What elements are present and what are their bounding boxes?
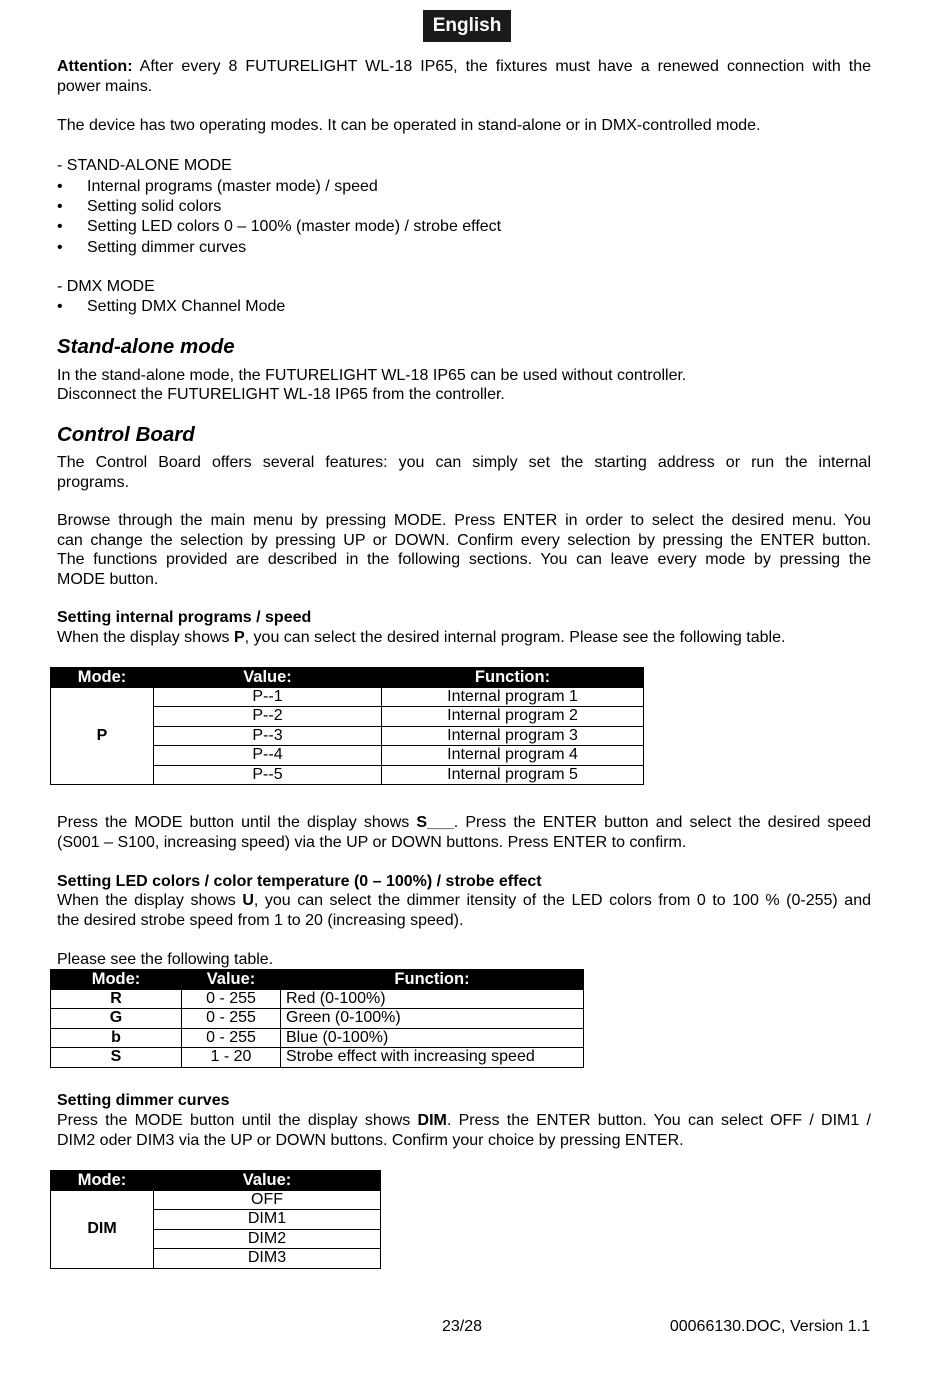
table-row: DIM1 — [51, 1210, 381, 1230]
table-header: Mode: — [51, 668, 154, 688]
dimmer-curves-table — [50, 1170, 381, 1269]
internal-programs-text: When the display shows P, you can select the desired internal program. Please see the following table. — [57, 629, 786, 646]
bullet-icon: • — [57, 218, 63, 235]
table-row: DIM OFF — [51, 1190, 381, 1210]
table-header: Value: — [154, 668, 382, 688]
table-row: P--5 Internal program 5 — [51, 765, 644, 785]
bullet-icon: • — [57, 198, 63, 215]
table-header: Mode: — [51, 1171, 154, 1191]
led-colors-paragraph: When the display shows U, you can select the dimmer itensity of the LED colors from 0 to 100 % (0-255) and the desired strobe speed from 1 to 20 (increasing speed). — [57, 892, 871, 929]
mode-cell: P — [51, 687, 154, 785]
table-row: G 0 - 255 Green (0-100%) — [51, 1009, 584, 1029]
attention-paragraph — [57, 57, 871, 96]
table-row: P--2 Internal program 2 — [51, 707, 644, 727]
table-row: DIM2 — [51, 1229, 381, 1249]
language-tab: English — [423, 10, 511, 42]
table-header: Function: — [281, 970, 584, 990]
table-header: Mode: — [51, 970, 182, 990]
attention-text-line2: power mains. — [57, 77, 153, 95]
table-header: Value: — [182, 970, 281, 990]
control-board-title: Control Board — [57, 423, 195, 446]
standalone-list-heading: - STAND-ALONE MODE — [57, 157, 232, 174]
table-row: S 1 - 20 Strobe effect with increasing speed — [51, 1048, 584, 1068]
led-colors-title: Setting LED colors / color temperature (0 – 100%) / strobe effect — [57, 873, 542, 890]
standalone-section-title: Stand-alone mode — [57, 335, 235, 358]
internal-programs-title: Setting internal programs / speed — [57, 609, 312, 626]
control-board-paragraph-2: Browse through the main menu by pressing MODE. Press ENTER in order to select the desired menu. You can change the selection by pressing UP or DOWN. Confirm every selection by pressing the ENTER button. The functions provided are described in the following sections. You can leave every mode by pressing the MODE button. — [57, 512, 871, 588]
dimmer-curves-title: Setting dimmer curves — [57, 1092, 230, 1109]
table-row: P P--1 Internal program 1 — [51, 687, 644, 707]
table-row: P--3 Internal program 3 — [51, 726, 644, 746]
control-board-paragraph-1: The Control Board offers several features: you can simply set the starting address or run the internal programs. — [57, 454, 871, 491]
document-version: 00066130.DOC, Version 1.1 — [669, 1318, 870, 1335]
intro-paragraph: The device has two operating modes. It can be operated in stand-alone or in DMX-controlled mode. — [57, 117, 761, 134]
bullet-icon: • — [57, 178, 63, 195]
led-colors-table — [50, 969, 584, 1068]
dimmer-curves-paragraph: Press the MODE button until the display shows DIM. Press the ENTER button. You can select OFF / DIM1 / DIM2 oder DIM3 via the UP or DOWN buttons. Confirm your choice by pressing ENTER. — [57, 1112, 872, 1149]
see-table-text: Please see the following table. — [57, 951, 274, 968]
attention-text-line1: After every 8 FUTURELIGHT WL-18 IP65, the fixtures must have a renewed connection with the — [139, 58, 872, 75]
internal-programs-table — [50, 667, 644, 785]
attention-label: Attention: — [57, 58, 133, 75]
page-number: 23/28 — [442, 1318, 483, 1335]
table-row: b 0 - 255 Blue (0-100%) — [51, 1028, 584, 1048]
standalone-line1: In the stand-alone mode, the FUTURELIGHT WL-18 IP65 can be used without controller. — [57, 367, 687, 384]
table-row: P--4 Internal program 4 — [51, 746, 644, 766]
table-row: DIM3 — [51, 1249, 381, 1269]
table-header: Value: — [154, 1171, 381, 1191]
dmx-list-heading: - DMX MODE — [57, 278, 155, 295]
table-row: R 0 - 255 Red (0-100%) — [51, 989, 584, 1009]
bullet-icon: • — [57, 239, 63, 256]
table-header: Function: — [382, 668, 644, 688]
mode-cell: DIM — [51, 1190, 154, 1268]
standalone-line2: Disconnect the FUTURELIGHT WL-18 IP65 from the controller. — [57, 386, 505, 403]
bullet-icon: • — [57, 298, 63, 315]
speed-paragraph: Press the MODE button until the display shows S___. Press the ENTER button and select the desired speed (S001 – S100, increasing speed) via the UP or DOWN buttons. Press ENTER to confirm. — [57, 814, 872, 851]
document-page: English Attention: After every 8 FUTURELIGHT WL-18 IP65, the fixtures must have a renewed connection with the power mains. The device has two operating modes. It can be operated in stand-alone or in DMX-controlled mode. - STAND-ALONE MODE • Internal programs (master mode) / speed • Setting solid colors • Setting LED colors 0 – 100% (master mode) / strobe effect • Setting dimmer curves - DMX MODE • Setting DMX Channel Mode Stand-alone mode In the stand-alone mode, the FUTURELIGHT WL-18 IP65 can be used without controller. Disconnect the FUTURELIGHT WL-18 IP65 from the controller. Control Board The Control Board offers several features: you can simply set the starting address or run the internal programs. Browse through the main menu by pressing MODE. Press ENTER in order to select the desired menu. You can change the selection by pressing UP or DOWN. Confirm every selection by pressing the ENTER button. The functions provided are described in the following sections. You can leave every mode by pressing the MODE button. Setting internal programs / speed When the display shows P, you can select the desired internal program. Please see the following table. Mode: Value: Function: P P--1 Internal program 1 P--2 Internal program 2 P--3 Internal program 3 P--4 Internal program 4 P--5 Internal program 5 Press the MODE button until the display shows S___. Press the ENTER button and select the desired speed (S001 – S100, increasing speed) via the UP or DOWN buttons. Press ENTER to confirm. Setting LED colors / color temperature (0 – 100%) / strobe effect When the display shows U, you can select the dimmer itensity of the LED colors from 0 to 100 % (0-255) and the desired strobe speed from 1 to 20 (increasing speed). Please see the following table. Mode: Value: Function: R 0 - 255 Red (0-100%) G 0 - 255 Green (0-100%) b 0 - 255 Blue (0-100%) S 1 - 20 Strobe effect with increasing speed Setting dimmer curves Press the MODE button until the display shows DIM. Press the ENTER button. You can select OFF / DIM1 / DIM2 oder DIM3 via the UP or DOWN buttons. Confirm your choice by pressing ENTER. Mode: Value: DIM OFF DIM1 DIM2 DIM3 23/28 00066130.DOC, Version 1.1 — [0, 0, 950, 1379]
